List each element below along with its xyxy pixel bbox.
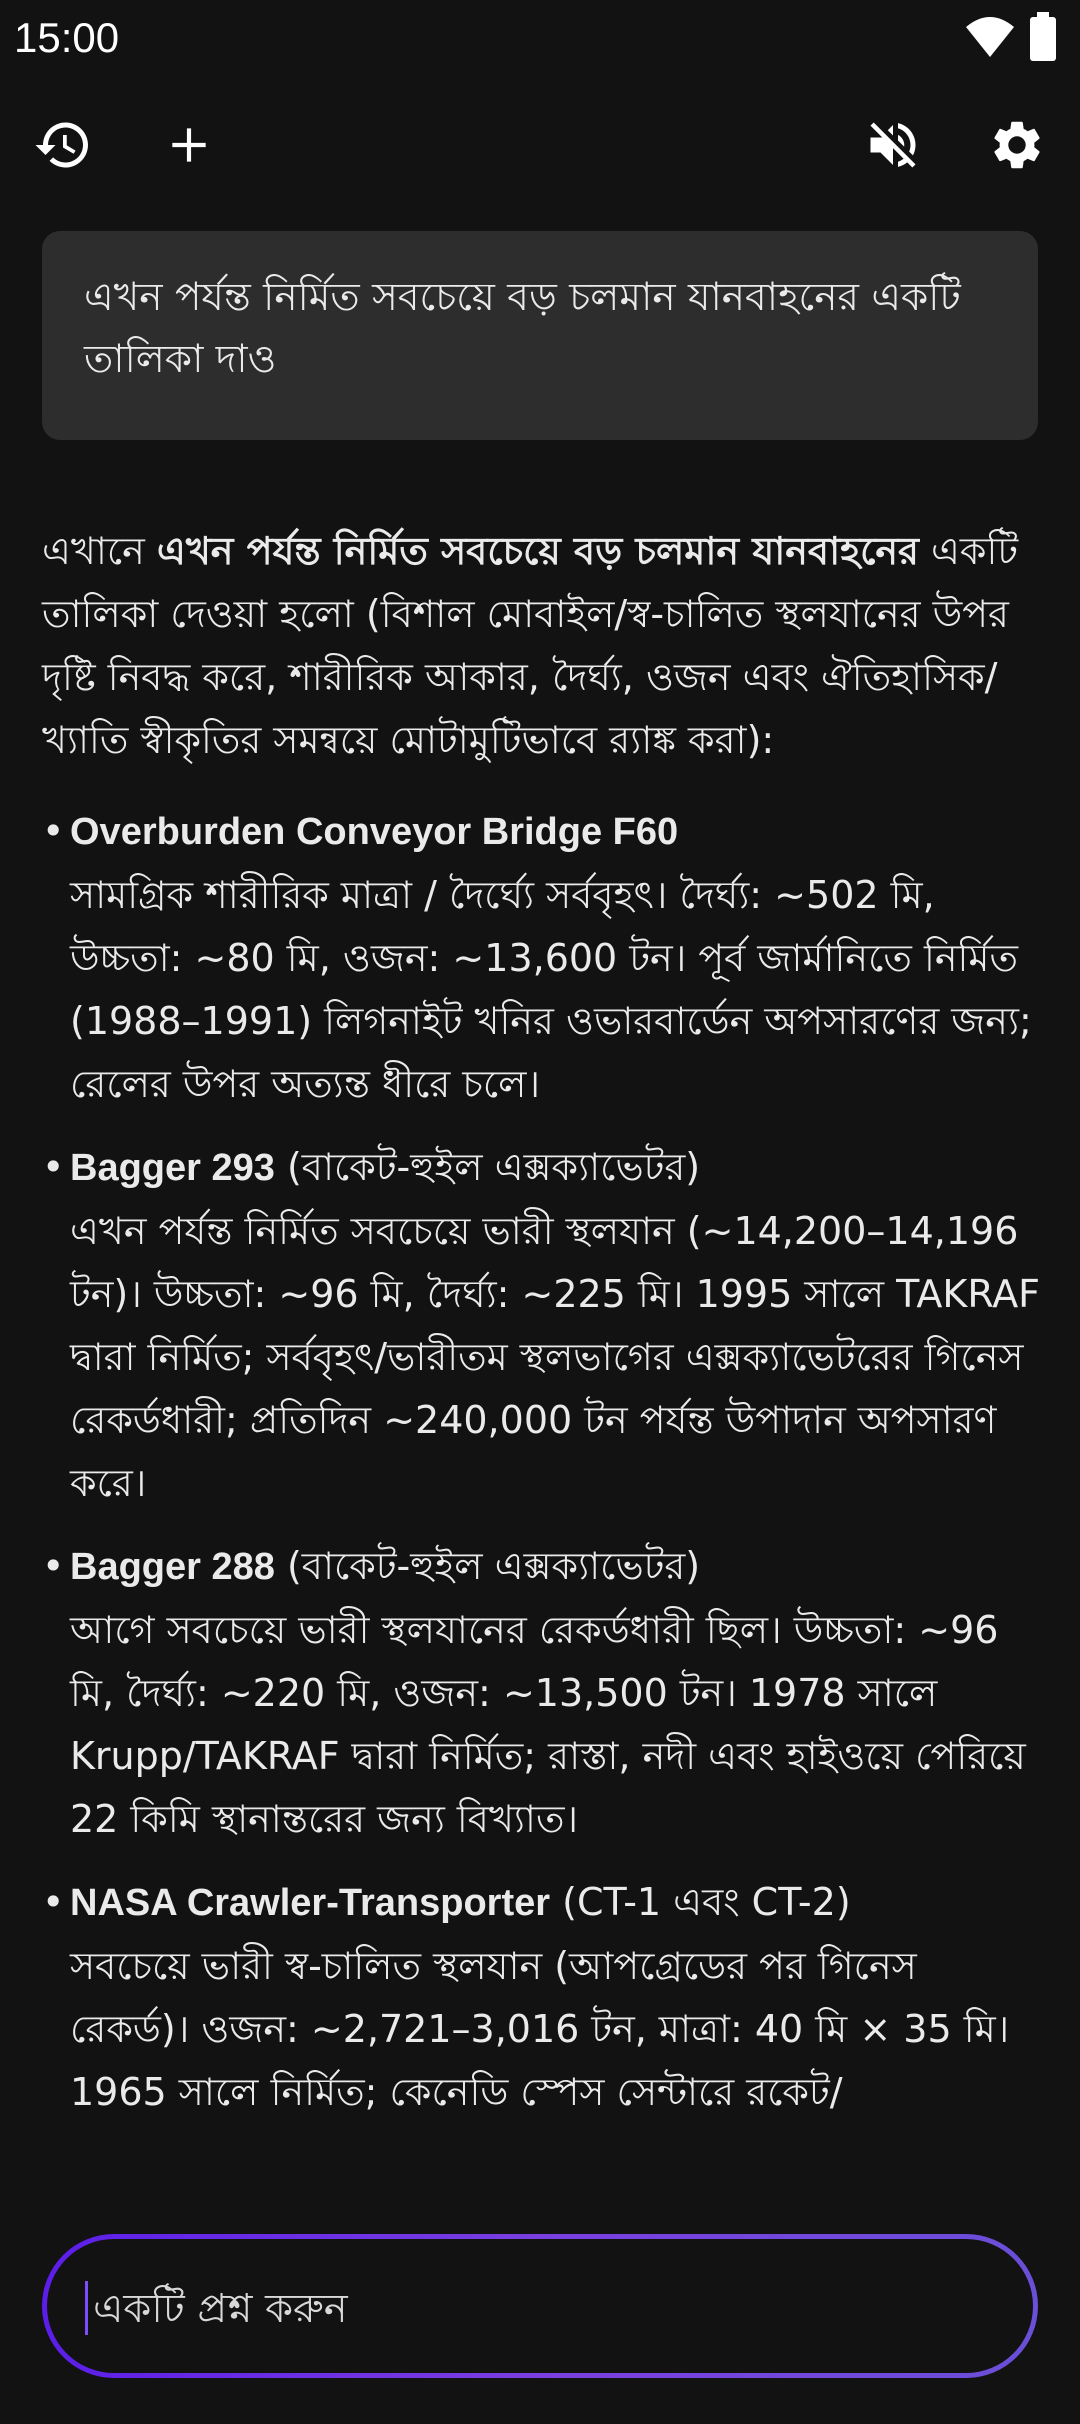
item-title: Bagger 293 bbox=[70, 1147, 275, 1189]
item-title: Bagger 288 bbox=[70, 1546, 275, 1588]
intro-bold: এখন পর্যন্ত নির্মিত সবচেয়ে বড় চলমান যানবাহনের bbox=[156, 529, 919, 573]
item-title: NASA Crawler-Transporter bbox=[70, 1882, 551, 1924]
plus-icon bbox=[164, 120, 214, 170]
settings-button[interactable] bbox=[972, 100, 1062, 190]
battery-icon bbox=[1028, 12, 1058, 62]
assistant-response bbox=[42, 520, 1042, 2144]
mute-button[interactable] bbox=[848, 100, 938, 190]
history-icon bbox=[33, 115, 93, 175]
item-text: আগে সবচেয়ে ভারী স্থলযানের রেকর্ডধারী ছিল। উচ্চতা: ~96 মি, দৈর্ঘ্য: ~220 মি, ওজন: ~13,500 টন। 1978 সালে Krupp/TAKRAF দ্বারা নির্মিত; রাস্তা, নদী এবং হাইওয়ে পেরিয়ে 22 কিমি স্থানান্তরের জন্য বিখ্যাত। bbox=[70, 1608, 1026, 1841]
response-scroll-area[interactable] bbox=[0, 500, 1080, 2200]
status-bar bbox=[0, 0, 1080, 80]
list-item bbox=[42, 800, 1042, 1116]
response-intro bbox=[42, 520, 1042, 772]
status-icons bbox=[964, 12, 1058, 62]
text-caret bbox=[85, 2281, 88, 2335]
list-item bbox=[42, 1136, 1042, 1515]
top-toolbar bbox=[0, 90, 1080, 200]
list-item bbox=[42, 1871, 1042, 2124]
item-subtitle: (বাকেট-হুইল এক্সক্যাভেটর) bbox=[274, 1145, 701, 1189]
item-text: এখন পর্যন্ত নির্মিত সবচেয়ে ভারী স্থলযান (~14,200–14,196 টন)। উচ্চতা: ~96 মি, দৈর্ঘ্য: ~225 মি। 1995 সালে TAKRAF দ্বারা নির্মিত; সর্ববৃহৎ/ভারীতম স্থলভাগের এক্সক্যাভেটরের গিনেস রেকর্ডধারী; প্রতিদিন ~240,000 টন পর্যন্ত উপাদান অপসারণ করে। bbox=[70, 1209, 1041, 1505]
volume-off-icon bbox=[863, 115, 923, 175]
status-time: 15:00 bbox=[14, 14, 120, 61]
list-item bbox=[42, 1535, 1042, 1851]
user-message-bubble: এখন পর্যন্ত নির্মিত সবচেয়ে বড় চলমান যানবাহনের একটি তালিকা দাও bbox=[42, 231, 1038, 440]
bullet: • bbox=[42, 1145, 65, 1189]
bullet: • bbox=[42, 809, 65, 853]
question-input[interactable] bbox=[91, 2273, 995, 2345]
item-title: Overburden Conveyor Bridge F60 bbox=[70, 811, 679, 853]
intro-suffix: একটি তালিকা দেওয়া হলো (বিশাল মোবাইল/স্ব-চালিত স্থলযানের উপর দৃষ্টি নিবদ্ধ করে, শারীরিক আকার, দৈর্ঘ্য, ওজন এবং ঐতিহাসিক/খ্যাতি স্বীকৃতির সমন্বয়ে মোটামুটিভাবে র‍্যাঙ্ক করা): bbox=[42, 529, 1019, 762]
history-button[interactable] bbox=[18, 100, 108, 190]
item-text: সবচেয়ে ভারী স্ব-চালিত স্থলযান (আপগ্রেডের পর গিনেস রেকর্ড)। ওজন: ~2,721–3,016 টন, মাত্রা: 40 মি × 35 মি। 1965 সালে নির্মিত; কেনেডি স্পেস সেন্টারে রকেট/ bbox=[70, 1944, 1010, 2114]
wifi-icon bbox=[964, 15, 1016, 59]
intro-prefix: এখানে bbox=[42, 529, 157, 573]
bullet: • bbox=[42, 1544, 65, 1588]
item-text: সামগ্রিক শারীরিক মাত্রা / দৈর্ঘ্যে সর্ববৃহৎ। দৈর্ঘ্য: ~502 মি, উচ্চতা: ~80 মি, ওজন: ~13,600 টন। পূর্ব জার্মানিতে নির্মিত (1988–1991) লিগনাইট খনির ওভারবার্ডেন অপসারণের জন্য; রেলের উপর অত্যন্ত ধীরে চলে। bbox=[70, 873, 1032, 1106]
item-subtitle: (বাকেট-হুইল এক্সক্যাভেটর) bbox=[274, 1544, 701, 1588]
gear-icon bbox=[988, 116, 1046, 174]
bullet: • bbox=[42, 1880, 65, 1924]
item-subtitle: (CT-1 এবং CT-2) bbox=[550, 1880, 851, 1924]
question-input-container[interactable] bbox=[42, 2234, 1038, 2378]
new-chat-button[interactable] bbox=[144, 100, 234, 190]
